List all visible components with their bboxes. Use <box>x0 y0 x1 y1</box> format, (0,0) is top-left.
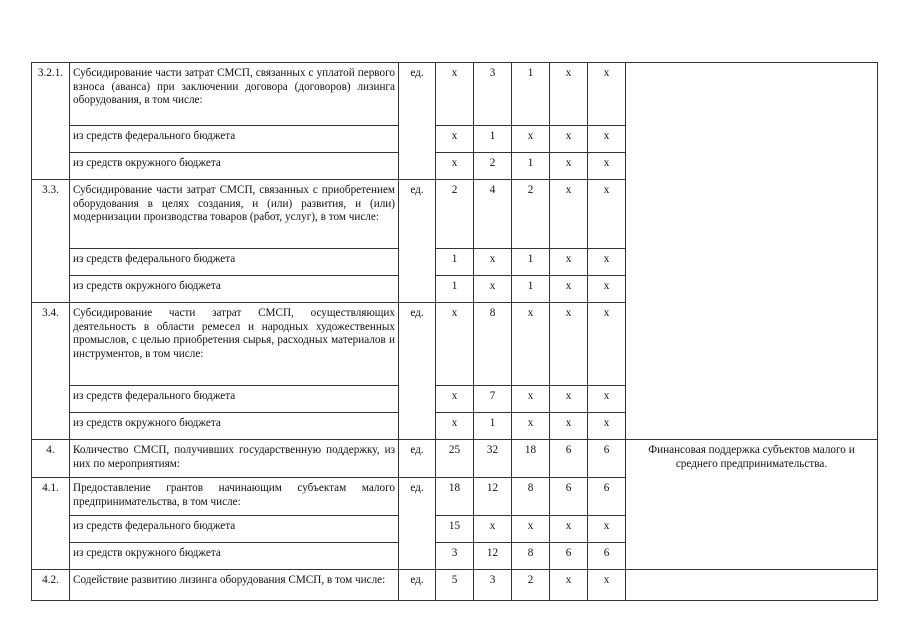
value-cell: 1 <box>512 249 550 276</box>
value-cell: x <box>550 180 588 249</box>
value-cell: x <box>588 516 626 543</box>
value-cell: x <box>436 386 474 413</box>
value-cell: 6 <box>588 543 626 570</box>
row-description: из средств окружного бюджета <box>70 276 399 303</box>
value-cell: x <box>436 413 474 440</box>
value-cell: x <box>588 249 626 276</box>
value-cell: 8 <box>474 303 512 386</box>
value-cell: x <box>588 303 626 386</box>
value-cell: x <box>550 153 588 180</box>
value-cell: 18 <box>436 478 474 516</box>
row-description: Субсидирование части затрат СМСП, осуществляющих деятельность в области ремесел и народных художественных промыслов, с целью приобретения сырья, расходных материалов и инструментов, в том числе: <box>70 303 399 386</box>
value-cell: 1 <box>436 276 474 303</box>
row-description: Содействие развитию лизинга оборудования СМСП, в том числе: <box>70 570 399 601</box>
value-cell: x <box>550 303 588 386</box>
value-cell: x <box>550 516 588 543</box>
value-cell: 7 <box>474 386 512 413</box>
row-number: 3.4. <box>32 303 70 440</box>
value-cell: 2 <box>436 180 474 249</box>
row-description: Субсидирование части затрат СМСП, связанных с приобретением оборудования в целях создания, и (или) развития, и (или) модернизации производства товаров (работ, услуг), в том числе: <box>70 180 399 249</box>
value-cell: x <box>474 516 512 543</box>
value-cell: x <box>436 63 474 126</box>
row-description: из средств федерального бюджета <box>70 249 399 276</box>
value-cell: x <box>588 126 626 153</box>
value-cell: x <box>550 386 588 413</box>
value-cell: x <box>550 570 588 601</box>
value-cell: 6 <box>588 440 626 478</box>
value-cell: 6 <box>550 440 588 478</box>
value-cell: 6 <box>550 543 588 570</box>
indicators-table <box>31 62 878 601</box>
value-cell: x <box>512 126 550 153</box>
row-description: из средств федерального бюджета <box>70 126 399 153</box>
value-cell: 1 <box>512 276 550 303</box>
value-cell: x <box>588 153 626 180</box>
note-cell <box>626 570 878 601</box>
row-unit: ед. <box>399 440 436 478</box>
row-number: 3.2.1. <box>32 63 70 180</box>
row-description: из средств окружного бюджета <box>70 543 399 570</box>
value-cell: x <box>474 276 512 303</box>
value-cell: 1 <box>512 63 550 126</box>
value-cell: x <box>588 386 626 413</box>
row-unit: ед. <box>399 63 436 180</box>
value-cell: 6 <box>588 478 626 516</box>
row-description: из средств окружного бюджета <box>70 153 399 180</box>
value-cell: 3 <box>436 543 474 570</box>
value-cell: 2 <box>474 153 512 180</box>
value-cell: x <box>474 249 512 276</box>
value-cell: x <box>588 180 626 249</box>
row-number: 4. <box>32 440 70 478</box>
value-cell: 6 <box>550 478 588 516</box>
value-cell: 1 <box>512 153 550 180</box>
value-cell: x <box>550 276 588 303</box>
table-row <box>32 63 878 126</box>
value-cell: x <box>436 153 474 180</box>
row-number: 4.2. <box>32 570 70 601</box>
value-cell: 2 <box>512 180 550 249</box>
value-cell: x <box>550 413 588 440</box>
value-cell: x <box>436 303 474 386</box>
value-cell: 18 <box>512 440 550 478</box>
row-description: Предоставление грантов начинающим субъектам малого предпринимательства, в том числе: <box>70 478 399 516</box>
value-cell: 5 <box>436 570 474 601</box>
value-cell: 15 <box>436 516 474 543</box>
value-cell: 2 <box>512 570 550 601</box>
row-description: из средств федерального бюджета <box>70 516 399 543</box>
value-cell: x <box>588 413 626 440</box>
value-cell: 8 <box>512 478 550 516</box>
value-cell: x <box>588 276 626 303</box>
row-number: 3.3. <box>32 180 70 303</box>
row-description: из средств окружного бюджета <box>70 413 399 440</box>
value-cell: 32 <box>474 440 512 478</box>
value-cell: 1 <box>474 126 512 153</box>
row-number: 4.1. <box>32 478 70 570</box>
value-cell: 3 <box>474 63 512 126</box>
value-cell: x <box>512 386 550 413</box>
table-row <box>32 440 878 478</box>
table-row <box>32 570 878 601</box>
value-cell: x <box>512 303 550 386</box>
row-description: из средств федерального бюджета <box>70 386 399 413</box>
value-cell: x <box>436 126 474 153</box>
value-cell: x <box>550 249 588 276</box>
value-cell: 4 <box>474 180 512 249</box>
row-description: Количество СМСП, получивших государственную поддержку, из них по мероприятиям: <box>70 440 399 478</box>
note-cell: Финансовая поддержка субъектов малого и среднего предпринимательства. <box>626 440 878 570</box>
note-cell <box>626 63 878 440</box>
value-cell: x <box>512 516 550 543</box>
value-cell: x <box>588 63 626 126</box>
value-cell: x <box>512 413 550 440</box>
row-unit: ед. <box>399 478 436 570</box>
row-unit: ед. <box>399 570 436 601</box>
value-cell: 25 <box>436 440 474 478</box>
value-cell: 1 <box>474 413 512 440</box>
value-cell: 12 <box>474 543 512 570</box>
value-cell: x <box>550 63 588 126</box>
value-cell: 3 <box>474 570 512 601</box>
row-unit: ед. <box>399 303 436 440</box>
row-unit: ед. <box>399 180 436 303</box>
value-cell: x <box>550 126 588 153</box>
value-cell: 1 <box>436 249 474 276</box>
value-cell: 12 <box>474 478 512 516</box>
value-cell: x <box>588 570 626 601</box>
row-description: Субсидирование части затрат СМСП, связанных с уплатой первого взноса (аванса) при заключении договора (договоров) лизинга оборудования, в том числе: <box>70 63 399 126</box>
value-cell: 8 <box>512 543 550 570</box>
